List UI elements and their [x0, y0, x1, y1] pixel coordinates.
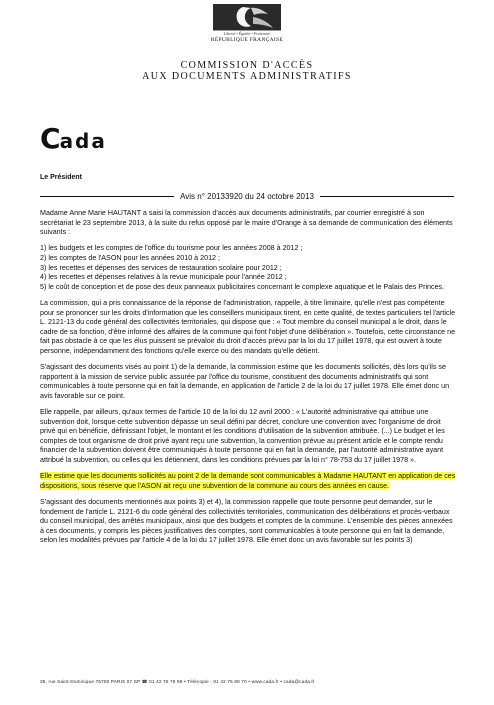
list-item: 4) les recettes et dépenses relatives à la revue municipale pour l'année 2012 ; — [40, 273, 287, 282]
paragraph-points-3-4: S'agissant des documents mentionnés aux points 3) et 4), la commission rappelle que toute personne peut demander, sur le fondement de l'article L. 2121-6 du code général des collectivités territoriales, communication des délibérations et procès-verbaux du conseil municipal, des arrêtés municipaux, ainsi que des budgets et comptes de la commune. L'ensemble des pièces annexées à ces documents, y compris les pièces justificatives des comptes, sont communicables à toute personne qui en fait la demande, selon les modalités prévues par l'article 4 de la loi du 17 juillet 1978. Elle émet donc un avis favorable sur les points 3) — [40, 498, 453, 545]
paragraph-competence: La commission, qui a pris connaissance de la réponse de l'administration, rappelle, à titre liminaire, qu'elle n'est pas compétente pour se prononcer sur les droits d'information que les conseillers municipaux tirent, en cette qualité, de textes particuliers tel l'article L. 2121-13 du code général des collectivités territoriales, qui dispose que : « Tout membre du conseil municipal a le droit, dans le cadre de sa fonction, d'être informé des affaires de la commune qui font l'objet d'une délibération ». Toutefois, cette circonstance ne fait pas obstacle à ce que les élus puissent se prévaloir du droit d'accès prévu par la loi du 17 juillet 1978, qui est ouvert à toute personne, indépendamment des fonctions qu'elle exerce ou des mandats qu'elle détient. — [40, 298, 456, 355]
document-body — [40, 209, 456, 553]
commission-line-2: AUX DOCUMENTS ADMINISTRATIFS — [142, 71, 352, 82]
cada-logo-c: C — [40, 122, 60, 155]
commission-line-1: COMMISSION D'ACCÈS — [180, 60, 314, 71]
avis-title — [40, 192, 454, 202]
list-item: 3) les recettes et dépenses des services de restauration scolaire pour 2012 ; — [40, 263, 282, 272]
list-item: 5) le coût de conception et de pose des deux panneaux publicitaires concernant le complexe aquatique et le Palais des Princes. — [40, 282, 445, 291]
paragraph-point-1: S'agissant des documents visés au point 1) de la demande, la commission estime que les documents sollicités, dès lors qu'ils se rapportent à la mission de service public assurée par l'office du tourisme, constituent des documents administratifs qui sont communicables à toute personne qui en fait la demande, en application de l'article 2 de la loi du 17 juillet 1978. Elle émet donc un avis favorable sur ce point. — [40, 363, 450, 400]
list-item: 2) les comptes de l'ASON pour les années 2010 à 2012 ; — [40, 253, 220, 262]
paragraph-subvention-law: Elle rappelle, par ailleurs, qu'aux termes de l'article 10 de la loi du 12 avril 2000 : « L'autorité administrative qui attribue une subvention doit, lorsque cette subvention dépasse un seuil défini par décret, conclure une convention avec l'organisme de droit privé qui en bénéficie, définissant l'objet, le montant et les conditions d'utilisation de la subvention attribuée. (...) Le budget et les comptes de tout organisme de droit privé ayant reçu une subvention, la convention prévue au présent article et le compte rendu financier de la subvention doivent être communiqués à toute personne qui en fait la demande, par l'autorité administrative ayant attribué la subvention, ou celles qui les détiennent, dans les conditions prévues par la loi n° 78-753 du 17 juillet 1978 ». — [40, 408, 445, 465]
republic-motto: Liberté • Égalité • Fraternité — [223, 31, 271, 36]
paragraph-point-2 — [40, 472, 456, 491]
page-footer: 35, rue Saint-Dominique 75700 PARIS 07 SP ☎ 01 42 75 79 99 • Télécopie : 01 42 75 80 70 • www.cada.fr • cada@cada.fr — [40, 679, 315, 684]
highlighted-text: Elle estime que les documents sollicités au point 2 de la demande sont communicables à Madame HAUTANT en application de ces dispositions, sous réserve que l'ASON ait reçu une subvention de la commune au cours des années en cause. — [40, 472, 456, 490]
marianne-emblem-icon — [213, 4, 281, 52]
republic-name: RÉPUBLIQUE FRANÇAISE — [210, 37, 284, 43]
signatory-label: Le Président — [40, 174, 83, 181]
request-list — [40, 244, 456, 292]
list-item: 1) les budgets et les comptes de l'office du tourisme pour les années 2008 à 2012 ; — [40, 244, 303, 253]
avis-title-text: Avis n° 20133920 du 24 octobre 2013 — [174, 192, 320, 201]
cada-logo-rest: ada — [59, 129, 107, 153]
commission-heading — [110, 60, 384, 82]
cada-logo — [40, 122, 107, 155]
paragraph-request: Madame Anne Marie HAUTANT a saisi la commission d'accès aux documents administratifs, par courrier enregistré à son secrétariat le 23 septembre 2013, à la suite du refus opposé par le maire d'Orange à sa demande de communication des éléments suivants : — [40, 209, 453, 237]
